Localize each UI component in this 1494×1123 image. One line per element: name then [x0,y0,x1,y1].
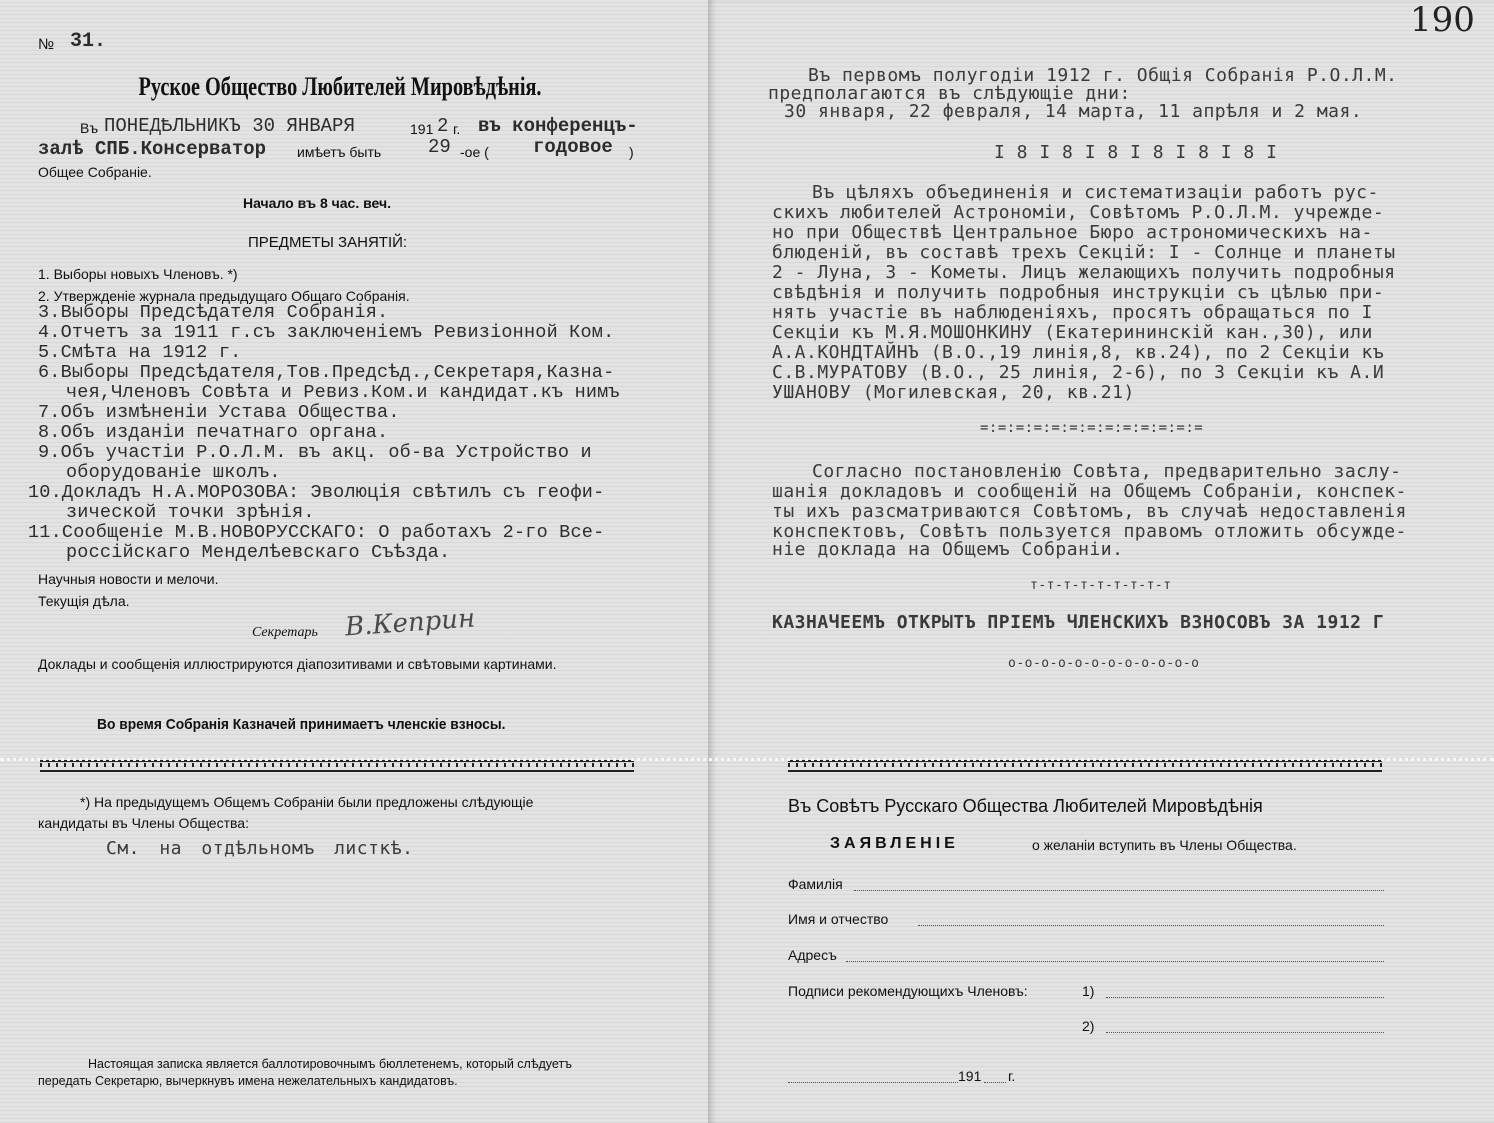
agenda-item: зической точки зрѣнія. [66,502,315,523]
ornament-divider: т-т-т-т-т-т-т-т-т [1030,578,1172,593]
agenda-item: 6.Выборы Предсѣдателя,Тов.Предсѣд.,Секретаря,Казна- [38,362,615,383]
name-field[interactable] [918,925,1384,926]
date-year-field[interactable] [984,1082,1006,1083]
secretary-label: Секретарь [252,625,318,640]
right-page: 190 Въ первомъ полугодіи 1912 г. Общія Собранія Р.О.Л.М. предполагаются въ слѣдующіе дни: 30 января, 22 февраля, 14 марта, 11 апрѣля и 2 мая. I 8 I 8 I 8 I 8 I 8 I 8 I Въ цѣляхъ объединенія и систематизаціи работъ рус- скихъ любителей Астрономіи, Совѣтомъ Р.О.Л.М. учрежде- но при Обществѣ Центральное Бюро астрономическихъ на- блюденій, въ составѣ трехъ Секцій: I - Солнце и планеты 2 - Луна, 3 - Кометы. Лицъ желающихъ получить подробныя свѣдѣнія и получить подробныя инструкціи съ цѣлью при- нять участіе въ наблюденіяхъ, просятъ обращаться по I Секціи къ М.Я.МОШОНКИНУ (Екатерининскій кан.,30), или А.А.КОНДТАЙНЪ (В.О.,19 линія,8, кв.24), по 2 Секціи къ С.В.МУРАТОВУ (В.О., 25 линія, 2-6), по 3 Секціи къ А.И УШАНОВУ (Могилевская, 20, кв.21) =:=:=:=:=:=:=:=:=:=:=:=:= Согласно постановленію Совѣта, предварительно заслу- шанія докладовъ и сообщеній на Общемъ Собраніи, конспек- ты ихъ разсматриваются Совѣтомъ, въ случаѣ недоставленія конспектовъ, Совѣтъ пользуется правомъ отложить обсужде- ніе доклада на Общемъ Собраніи. т-т-т-т-т-т-т-т-т КАЗНАЧЕЕМЪ ОТКРЫТЪ ПРІЕМЪ ЧЛЕНСКИХЪ ВЗНОСОВЪ ЗА 1912 Г о-о-о-о-о-о-о-о-о-о-о-о Въ Совѣтъ Русскаго Общества Любителей Мировѣдѣнія ЗАЯВЛЕНІЕ о желаніи вступить въ Члены Общества. Фамилія Имя и отчество Адресъ Подписи рекомендующихъ Членовъ: 1) 2) 191 г. [708,0,1494,1123]
meeting-place-b: залѣ СПБ.Консерватор [38,138,267,160]
surname-field[interactable] [854,890,1384,891]
agenda-item: 9.Объ участіи Р.О.Л.М. въ акц. об-ва Устройство и [38,442,592,463]
doc-number-value: 31. [70,30,107,53]
treasurer-note: Во время Собранія Казначей принимаетъ членскіе взносы. [97,716,506,733]
ornamental-border [40,760,634,772]
start-time: Начало въ 8 час. веч. [243,195,391,211]
agenda-item: 7.Объ измѣненіи Устава Общества. [38,402,400,423]
ornament-divider: =:=:=:=:=:=:=:=:=:=:=:=:= [980,420,1204,436]
date-field[interactable] [788,1082,958,1083]
agenda-item: 5.Смѣта на 1912 г. [38,342,242,363]
signature-2-field[interactable] [1106,1032,1384,1033]
society-title: Руское Общество Любителей Мировѣдѣнія. [138,72,542,101]
illustration-note: Доклады и сообщенія иллюстрируются діапозитивами и свѣтовыми картинами. [38,656,557,672]
ballot-note-1: Настоящая записка является баллотировочнымъ бюллетенемъ, который слѣдуетъ [88,1057,572,1071]
secretary-signature: В.Кеприн [344,603,477,643]
address-label: Адресъ [788,947,837,963]
misc-item: Научныя новости и мелочи. [38,571,219,587]
meeting-number: 29 [428,136,451,158]
left-page: № 31. Руское Общество Любителей Мировѣдѣнія. Въ ПОНЕДѢЛЬНИКЪ 30 ЯНВАРЯ 191 2 г. въ конференцъ- залѣ СПБ.Консерватор имѣетъ быть 29 -ое ( годовое ) Общее Собраніе. Начало въ 8 час. веч. ПРЕДМЕТЫ ЗАНЯТІЙ: 1. Выборы новыхъ Членовъ. *) 2. Утвержденіе журнала предыдущаго Общаго Собранія. 3.Выборы Предсѣдателя Собранія. 4.Отчетъ за 1911 г.съ заключеніемъ Ревизіонной Ком. 5.Смѣта на 1912 г. 6.Выборы Предсѣдателя,Тов.Предсѣд.,Секретаря,Казна- чея,Членовъ Совѣта и Ревиз.Ком.и кандидат.къ нимъ 7.Объ измѣненіи Устава Общества. 8.Объ изданіи печатнаго органа. 9.Объ участіи Р.О.Л.М. въ акц. об-ва Устройство и оборудованіе школъ. 10.Докладъ Н.А.МОРОЗОВА: Эволюція свѣтилъ съ геофи- зической точки зрѣнія. 11.Сообщеніе М.В.НОВОРУССКАГО: О работахъ 2-го Все- россійскаго Менделѣевскаго Съѣзда. Научныя новости и мелочи. Текущія дѣла. Секретарь В.Кеприн Доклады и сообщенія иллюстрируются діапозитивами и свѣтовыми картинами. Во время Собранія Казначей принимаетъ членскіе взносы. *) На предыдущемъ Общемъ Собраніи были предложены слѣдующіе кандидаты въ Члены Общества: См. на отдѣльномъ листкѣ. Настоящая записка является баллотировочнымъ бюллетенемъ, который слѣдуетъ передать Секретарю, вычеркнувъ имена нежелательныхъ кандидатовъ. [0,0,708,1123]
meeting-line-3: Общее Собраніе. [38,164,152,180]
form-subtitle: о желаніи вступить въ Члены Общества. [1032,837,1297,853]
agenda-item: 10.Докладъ Н.А.МОРОЗОВА: Эволюція свѣтилъ съ геофи- [28,482,605,503]
date-suffix: г. [1008,1068,1016,1084]
dues-announcement: КАЗНАЧЕЕМЪ ОТКРЫТЪ ПРІЕМЪ ЧЛЕНСКИХЪ ВЗНОСОВЪ ЗА 1912 Г [772,612,1385,633]
ornament-divider: I 8 I 8 I 8 I 8 I 8 I 8 I [994,142,1278,163]
signatures-label: Подписи рекомендующихъ Членовъ: [788,983,1028,999]
name-label: Имя и отчество [788,911,889,927]
ornamental-border [788,760,1382,772]
agenda-item: россійскаго Менделѣевскаго Съѣзда. [66,542,451,563]
surname-label: Фамилія [788,876,843,892]
agenda-item: чея,Членовъ Совѣта и Ревиз.Ком.и кандидат.къ нимъ [66,382,620,403]
agenda-item: 1. Выборы новыхъ Членовъ. *) [38,266,238,282]
see-separate-sheet: См. на отдѣльномъ листкѣ. [106,838,414,859]
ballot-note-2: передать Секретарю, вычеркнувъ имена нежелательныхъ кандидатовъ. [38,1074,458,1088]
meeting-kind: годовое [533,136,613,158]
form-header: Въ Совѣтъ Русскаго Общества Любителей Мировѣдѣнія [788,796,1263,816]
address-field[interactable] [846,961,1384,962]
ornament-divider: о-о-о-о-о-о-о-о-о-о-о-о [1008,656,1200,671]
agenda-item: 4.Отчетъ за 1911 г.съ заключеніемъ Ревизіонной Ком. [38,322,615,343]
footnote-line-1: *) На предыдущемъ Общемъ Собраніи были предложены слѣдующіе [80,794,534,810]
agenda-item: 11.Сообщеніе М.В.НОВОРУССКАГО: О работахъ 2-го Все- [28,522,605,543]
archive-page-number: 190 [1410,0,1475,40]
date-year: 191 [958,1068,982,1084]
agenda-item: 8.Объ изданіи печатнаго органа. [38,422,389,443]
form-title: ЗАЯВЛЕНІЕ [830,835,959,852]
footnote-line-2: кандидаты въ Члены Общества: [38,815,249,831]
signature-1-field[interactable] [1106,997,1384,998]
meeting-place-a: въ конференцъ- [478,115,638,137]
agenda-item: 2. Утвержденіе журнала предыдущаго Общаго Собранія. [38,288,410,304]
misc-item: Текущія дѣла. [38,593,130,609]
agenda-item: оборудованіе школъ. [66,462,281,483]
meeting-date: ПОНЕДѢЛЬНИКЪ 30 ЯНВАРЯ [104,115,355,137]
agenda-item: 3.Выборы Предсѣдателя Собранія. [38,302,389,323]
doc-number-label: № [38,36,55,53]
perforation-line [0,758,1494,761]
agenda-heading: ПРЕДМЕТЫ ЗАНЯТІЙ: [248,234,408,251]
